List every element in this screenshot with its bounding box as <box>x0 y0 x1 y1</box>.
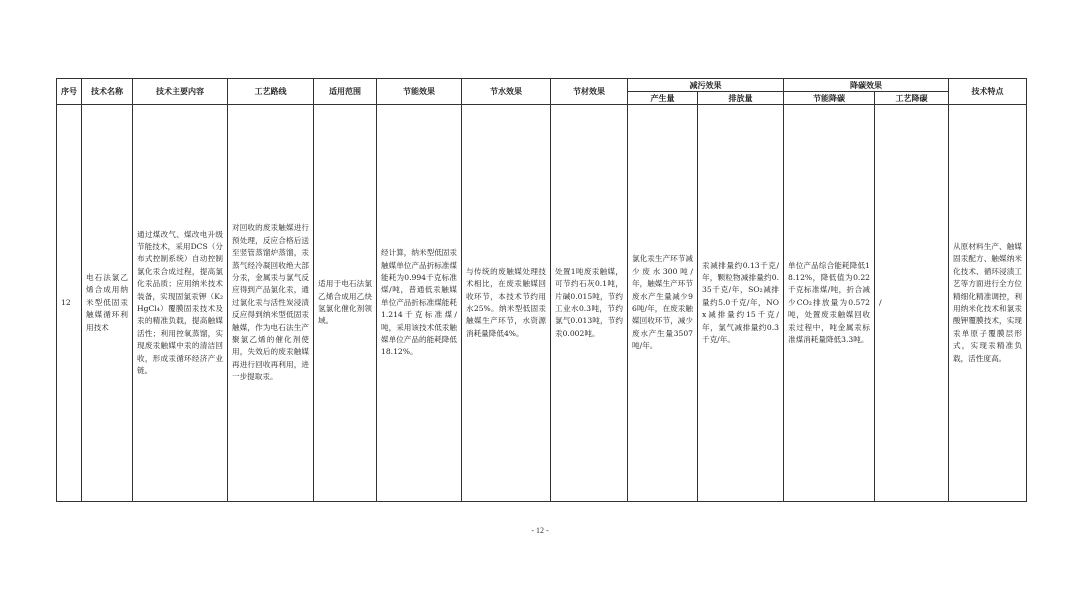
header-process: 工艺路线 <box>228 79 314 105</box>
main-content-text: 通过煤改气、煤改电升级节能技术，采用DCS（分布式控制系统）自动控制氯化汞合成过程，提高氯化汞品质；应用纳米技术装备，实现固氯汞钾（K₂HgCl₄）覆膜固汞技术及汞的精准负载，提高触媒活性；利用控氧蒸馏，实现废汞触媒中汞的清洁回收，形成汞循环经济产业链。 <box>137 229 223 376</box>
header-main-content: 技术主要内容 <box>133 79 228 105</box>
process-text: 对回收的废汞触媒进行预处理，反应合格后送至竖管蒸馏炉蒸馏，汞蒸气经冷凝回收绝大部分汞，金属汞与氯气反应得到产品氯化汞，通过氯化汞与活性炭浸渍反应得到纳米型低固汞触媒，作为电石法生产聚氯乙烯的催化剂使用，失效后的废汞触媒再进行回收再利用，进一步提取汞。 <box>232 223 309 382</box>
cell-seq <box>57 105 82 502</box>
page-number: - 12 - <box>531 526 549 535</box>
cell-carbon-process <box>875 105 949 502</box>
cell-energy <box>377 105 462 502</box>
cell-process <box>228 105 314 502</box>
header-pollution-generated: 产生量 <box>628 92 698 105</box>
scope-text: 适用于电石法氯乙烯合成用乙炔氢氯化催化剂领域。 <box>318 279 372 326</box>
cell-carbon-energy <box>784 105 875 502</box>
cell-tech-name <box>82 105 133 502</box>
header-pollution: 减污效果 <box>628 79 784 92</box>
cell-pollution-generated <box>628 105 698 502</box>
header-carbon: 降碳效果 <box>784 79 949 92</box>
carbon-energy-text: 单位产品综合能耗降低18.12%，降低值为0.22千克标准煤/吨，折合减少CO₂排放量为0.572吨，处置废汞触媒回收汞过程中，吨金属汞标准煤消耗量降低3.3吨。 <box>788 260 870 345</box>
cell-pollution-emission <box>698 105 784 502</box>
features-text: 从原材料生产、触媒固汞配方、触媒纳米化技术、循环浸渍工艺等方面进行全方位精细化精准调控，利用纳米化技术和氯汞酸钾覆膜技术，实现汞单原子覆膜层形式，实现汞精准负载，活性度高。 <box>953 241 1022 363</box>
header-pollution-emission: 排放量 <box>698 92 784 105</box>
header-seq: 序号 <box>57 79 82 105</box>
header-scope: 适用范围 <box>314 79 377 105</box>
table-row <box>57 105 1027 502</box>
technology-table <box>56 78 1027 502</box>
header-material: 节材效果 <box>551 79 628 105</box>
header-energy: 节能效果 <box>377 79 462 105</box>
header-features: 技术特点 <box>949 79 1027 105</box>
energy-text: 经计算，纳米型低固汞触媒单位产品折标准煤能耗为0.994千克标准煤/吨，普通低汞触媒单位产品折标准煤能耗1.214千克标准煤/吨，采用该技术低汞触媒单位产品的能耗降低18.12%。 <box>381 248 457 357</box>
cell-scope <box>314 105 377 502</box>
cell-water <box>462 105 551 502</box>
carbon-process-text: / <box>879 297 882 307</box>
pollution-generated-text: 氯化汞生产环节减少废水300吨/年，触媒生产环节废水产生量减少96吨/年，在废汞触媒回收环节，减少废水产生量3507吨/年。 <box>632 254 693 351</box>
pollution-emission-text: 汞减排量约0.13千克/年，颗粒物减排量约0.35千克/年，SO₂减排量约5.0千克/年，NOx减排量约15千克/年，氯气减排量约0.3千克/年。 <box>702 260 779 345</box>
header-tech-name: 技术名称 <box>82 79 133 105</box>
header-carbon-process: 工艺降碳 <box>875 92 949 105</box>
cell-main-content <box>133 105 228 502</box>
header-water: 节水效果 <box>462 79 551 105</box>
seq-text: 12 <box>61 297 71 307</box>
water-text: 与传统的废触媒处理技术相比，在废汞触媒回收环节，本技术节约用水25%。纳米型低固汞触媒生产环节，水资源消耗量降低4%。 <box>466 266 546 338</box>
cell-material <box>551 105 628 502</box>
cell-features <box>949 105 1027 502</box>
material-text: 处置1吨废汞触媒，可节约石灰0.1吨，片碱0.015吨，节约工业水0.3吨，节约氯气0.013吨，节约汞0.002吨。 <box>555 266 623 338</box>
table-header-row-1 <box>57 79 1027 92</box>
header-carbon-energy: 节能降碳 <box>784 92 875 105</box>
tech-name-text: 电石法氯乙烯合成用纳米型低固汞触媒循环利用技术 <box>86 272 128 332</box>
